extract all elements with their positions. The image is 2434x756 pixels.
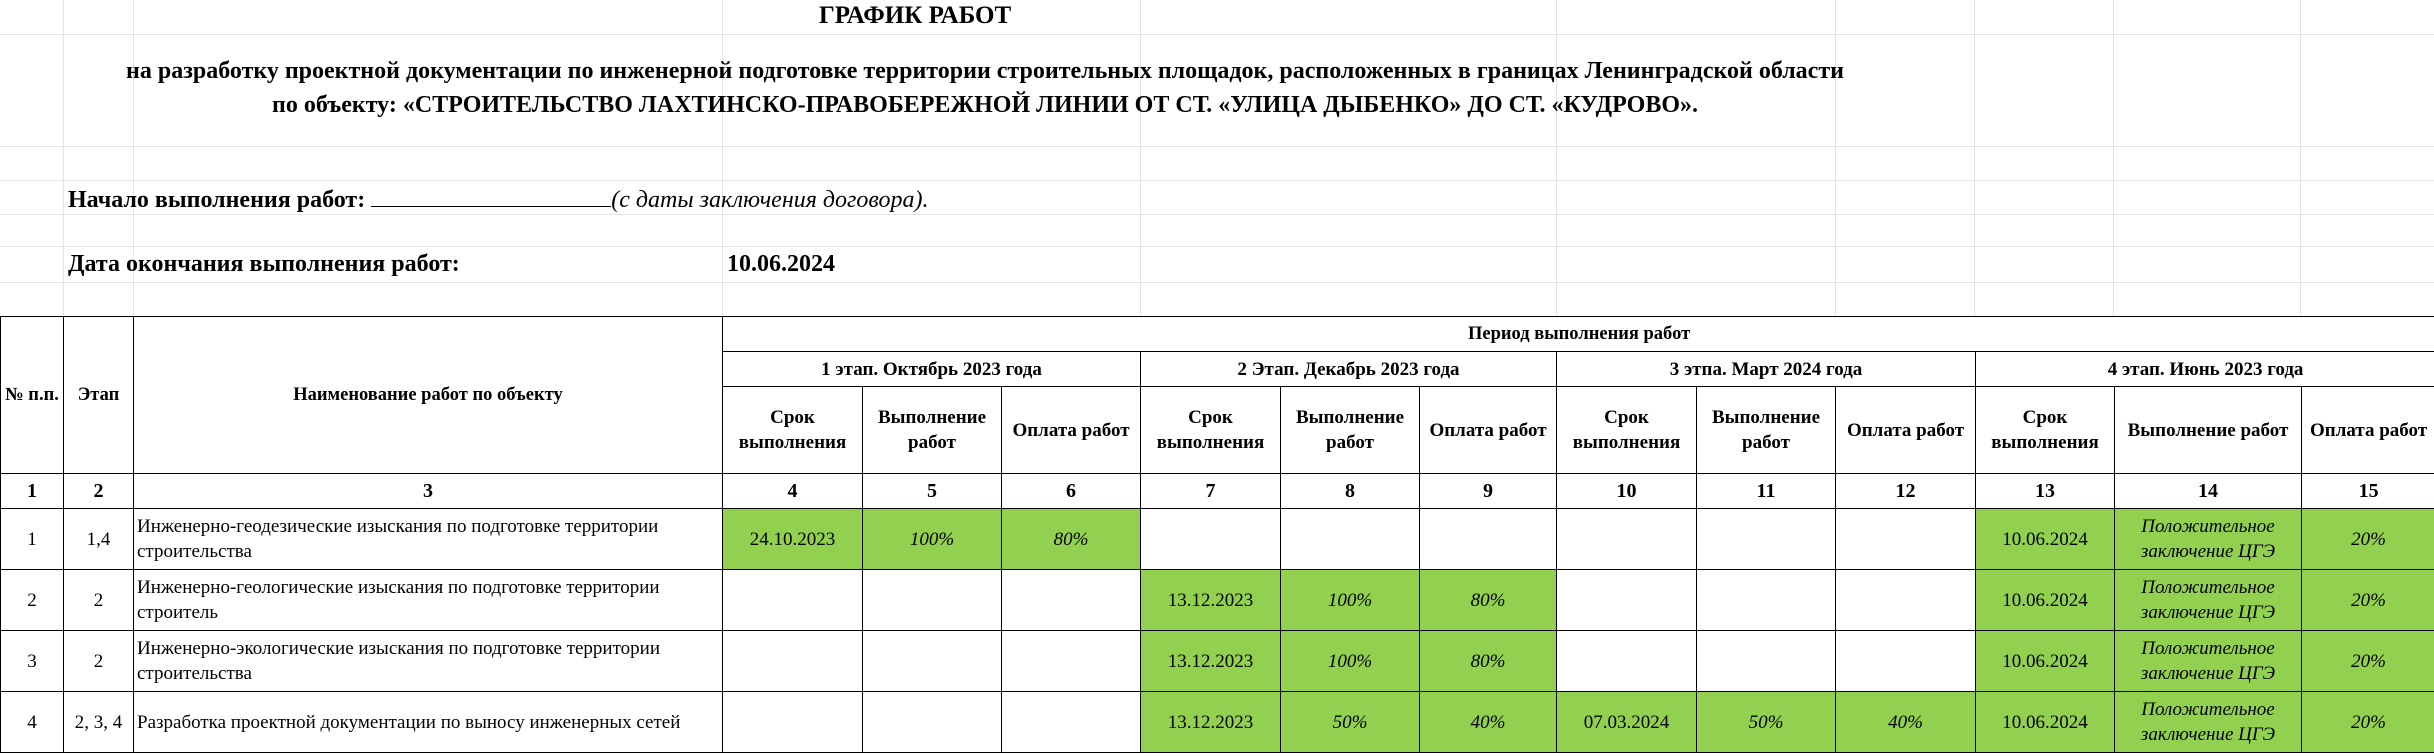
row-no: 2 bbox=[1, 570, 64, 631]
cell-execution bbox=[863, 692, 1002, 753]
col-header-name: Наименование работ по объекту bbox=[134, 317, 723, 474]
cell-payment bbox=[1002, 570, 1141, 631]
sub-header-deadline: Срок выполнения bbox=[1976, 387, 2115, 474]
cell-execution: Положительное заключение ЦГЭ bbox=[2115, 631, 2302, 692]
cell-deadline: 13.12.2023 bbox=[1141, 692, 1281, 753]
table-row bbox=[1, 570, 2434, 631]
end-date-label: Дата окончания выполнения работ: bbox=[68, 251, 460, 277]
table-row bbox=[1, 509, 2434, 570]
cell-execution bbox=[1697, 631, 1836, 692]
cell-execution bbox=[863, 570, 1002, 631]
row-stage: 2 bbox=[64, 631, 134, 692]
sub-header-deadline: Срок выполнения bbox=[723, 387, 863, 474]
cell-deadline: 10.06.2024 bbox=[1976, 509, 2115, 570]
col-number: 6 bbox=[1002, 474, 1141, 509]
col-number: 5 bbox=[863, 474, 1002, 509]
period-header: Период выполнения работ bbox=[723, 317, 2434, 352]
cell-deadline bbox=[1557, 570, 1697, 631]
page-title: ГРАФИК РАБОТ bbox=[818, 2, 1012, 29]
start-date-blank bbox=[371, 184, 611, 207]
subtitle-line-1: на разработку проектной документации по инженерной подготовке территории строительных площадок, расположенных в границах Ленинградской области bbox=[126, 58, 1844, 84]
col-number: 14 bbox=[2115, 474, 2302, 509]
row-no: 3 bbox=[1, 631, 64, 692]
row-stage: 1,4 bbox=[64, 509, 134, 570]
end-date-value: 10.06.2024 bbox=[727, 251, 835, 277]
row-work-name: Инженерно-геологические изыскания по подготовке территории строитель bbox=[134, 570, 723, 631]
cell-execution: 100% bbox=[863, 509, 1002, 570]
row-work-name: Разработка проектной документации по выносу инженерных сетей bbox=[134, 692, 723, 753]
start-date-row bbox=[68, 184, 929, 214]
cell-payment: 80% bbox=[1420, 570, 1557, 631]
sub-header-execution: Выполнение работ bbox=[1281, 387, 1420, 474]
col-number: 15 bbox=[2302, 474, 2434, 509]
col-header-stage: Этап bbox=[64, 317, 134, 474]
cell-deadline: 07.03.2024 bbox=[1557, 692, 1697, 753]
cell-deadline bbox=[1141, 509, 1281, 570]
cell-deadline: 13.12.2023 bbox=[1141, 631, 1281, 692]
cell-payment: 40% bbox=[1420, 692, 1557, 753]
row-work-name: Инженерно-геодезические изыскания по подготовке территории строительства bbox=[134, 509, 723, 570]
cell-deadline: 10.06.2024 bbox=[1976, 631, 2115, 692]
sub-header-deadline: Срок выполнения bbox=[1141, 387, 1281, 474]
cell-execution: 100% bbox=[1281, 631, 1420, 692]
sub-header-execution: Выполнение работ bbox=[2115, 387, 2302, 474]
cell-execution: Положительное заключение ЦГЭ bbox=[2115, 570, 2302, 631]
cell-payment: 20% bbox=[2302, 570, 2434, 631]
cell-payment: 80% bbox=[1420, 631, 1557, 692]
sub-header-payment: Оплата работ bbox=[2302, 387, 2434, 474]
cell-deadline: 10.06.2024 bbox=[1976, 692, 2115, 753]
table-row bbox=[1, 692, 2434, 753]
cell-execution bbox=[1697, 570, 1836, 631]
cell-payment bbox=[1002, 692, 1141, 753]
column-number-row bbox=[1, 474, 2434, 509]
col-number: 2 bbox=[64, 474, 134, 509]
schedule-table bbox=[0, 316, 2434, 753]
row-stage: 2, 3, 4 bbox=[64, 692, 134, 753]
sub-header-execution: Выполнение работ bbox=[863, 387, 1002, 474]
stage-header-2: 2 Этап. Декабрь 2023 года bbox=[1141, 352, 1557, 387]
col-header-no: № п.п. bbox=[1, 317, 64, 474]
cell-execution: 100% bbox=[1281, 570, 1420, 631]
cell-payment: 40% bbox=[1836, 692, 1976, 753]
cell-deadline: 13.12.2023 bbox=[1141, 570, 1281, 631]
cell-deadline: 24.10.2023 bbox=[723, 509, 863, 570]
cell-deadline bbox=[723, 631, 863, 692]
cell-payment bbox=[1002, 631, 1141, 692]
cell-payment bbox=[1836, 570, 1976, 631]
start-date-label: Начало выполнения работ: bbox=[68, 187, 366, 213]
cell-payment bbox=[1836, 631, 1976, 692]
col-number: 4 bbox=[723, 474, 863, 509]
sub-header-deadline: Срок выполнения bbox=[1557, 387, 1697, 474]
cell-deadline bbox=[1557, 509, 1697, 570]
subtitle-line-2: по объекту: «СТРОИТЕЛЬСТВО ЛАХТИНСКО-ПРАВОБЕРЕЖНОЙ ЛИНИИ ОТ СТ. «УЛИЦА ДЫБЕНКО» ДО СТ. «КУДРОВО». bbox=[271, 92, 1698, 118]
col-number: 11 bbox=[1697, 474, 1836, 509]
row-stage: 2 bbox=[64, 570, 134, 631]
stage-header-1: 1 этап. Октябрь 2023 года bbox=[723, 352, 1141, 387]
col-number: 9 bbox=[1420, 474, 1557, 509]
cell-payment bbox=[1836, 509, 1976, 570]
cell-deadline bbox=[1557, 631, 1697, 692]
sub-header-payment: Оплата работ bbox=[1002, 387, 1141, 474]
row-no: 4 bbox=[1, 692, 64, 753]
col-number: 3 bbox=[134, 474, 723, 509]
col-number: 1 bbox=[1, 474, 64, 509]
cell-payment: 20% bbox=[2302, 631, 2434, 692]
row-no: 1 bbox=[1, 509, 64, 570]
cell-payment: 20% bbox=[2302, 509, 2434, 570]
col-number: 12 bbox=[1836, 474, 1976, 509]
cell-deadline: 10.06.2024 bbox=[1976, 570, 2115, 631]
cell-execution bbox=[863, 631, 1002, 692]
cell-execution bbox=[1697, 509, 1836, 570]
cell-execution: Положительное заключение ЦГЭ bbox=[2115, 692, 2302, 753]
header-row-1 bbox=[1, 317, 2434, 352]
col-number: 8 bbox=[1281, 474, 1420, 509]
cell-execution: Положительное заключение ЦГЭ bbox=[2115, 509, 2302, 570]
cell-payment bbox=[1420, 509, 1557, 570]
col-number: 10 bbox=[1557, 474, 1697, 509]
sub-header-execution: Выполнение работ bbox=[1697, 387, 1836, 474]
cell-execution: 50% bbox=[1697, 692, 1836, 753]
table-row bbox=[1, 631, 2434, 692]
stage-header-3: 3 этпа. Март 2024 года bbox=[1557, 352, 1976, 387]
cell-payment: 80% bbox=[1002, 509, 1141, 570]
cell-payment: 20% bbox=[2302, 692, 2434, 753]
stage-header-4: 4 этап. Июнь 2023 года bbox=[1976, 352, 2434, 387]
cell-deadline bbox=[723, 570, 863, 631]
cell-execution bbox=[1281, 509, 1420, 570]
cell-deadline bbox=[723, 692, 863, 753]
row-work-name: Инженерно-экологические изыскания по подготовке территории строительства bbox=[134, 631, 723, 692]
col-number: 7 bbox=[1141, 474, 1281, 509]
sub-header-payment: Оплата работ bbox=[1836, 387, 1976, 474]
col-number: 13 bbox=[1976, 474, 2115, 509]
sub-header-payment: Оплата работ bbox=[1420, 387, 1557, 474]
cell-execution: 50% bbox=[1281, 692, 1420, 753]
start-date-note: (с даты заключения договора). bbox=[611, 187, 929, 213]
